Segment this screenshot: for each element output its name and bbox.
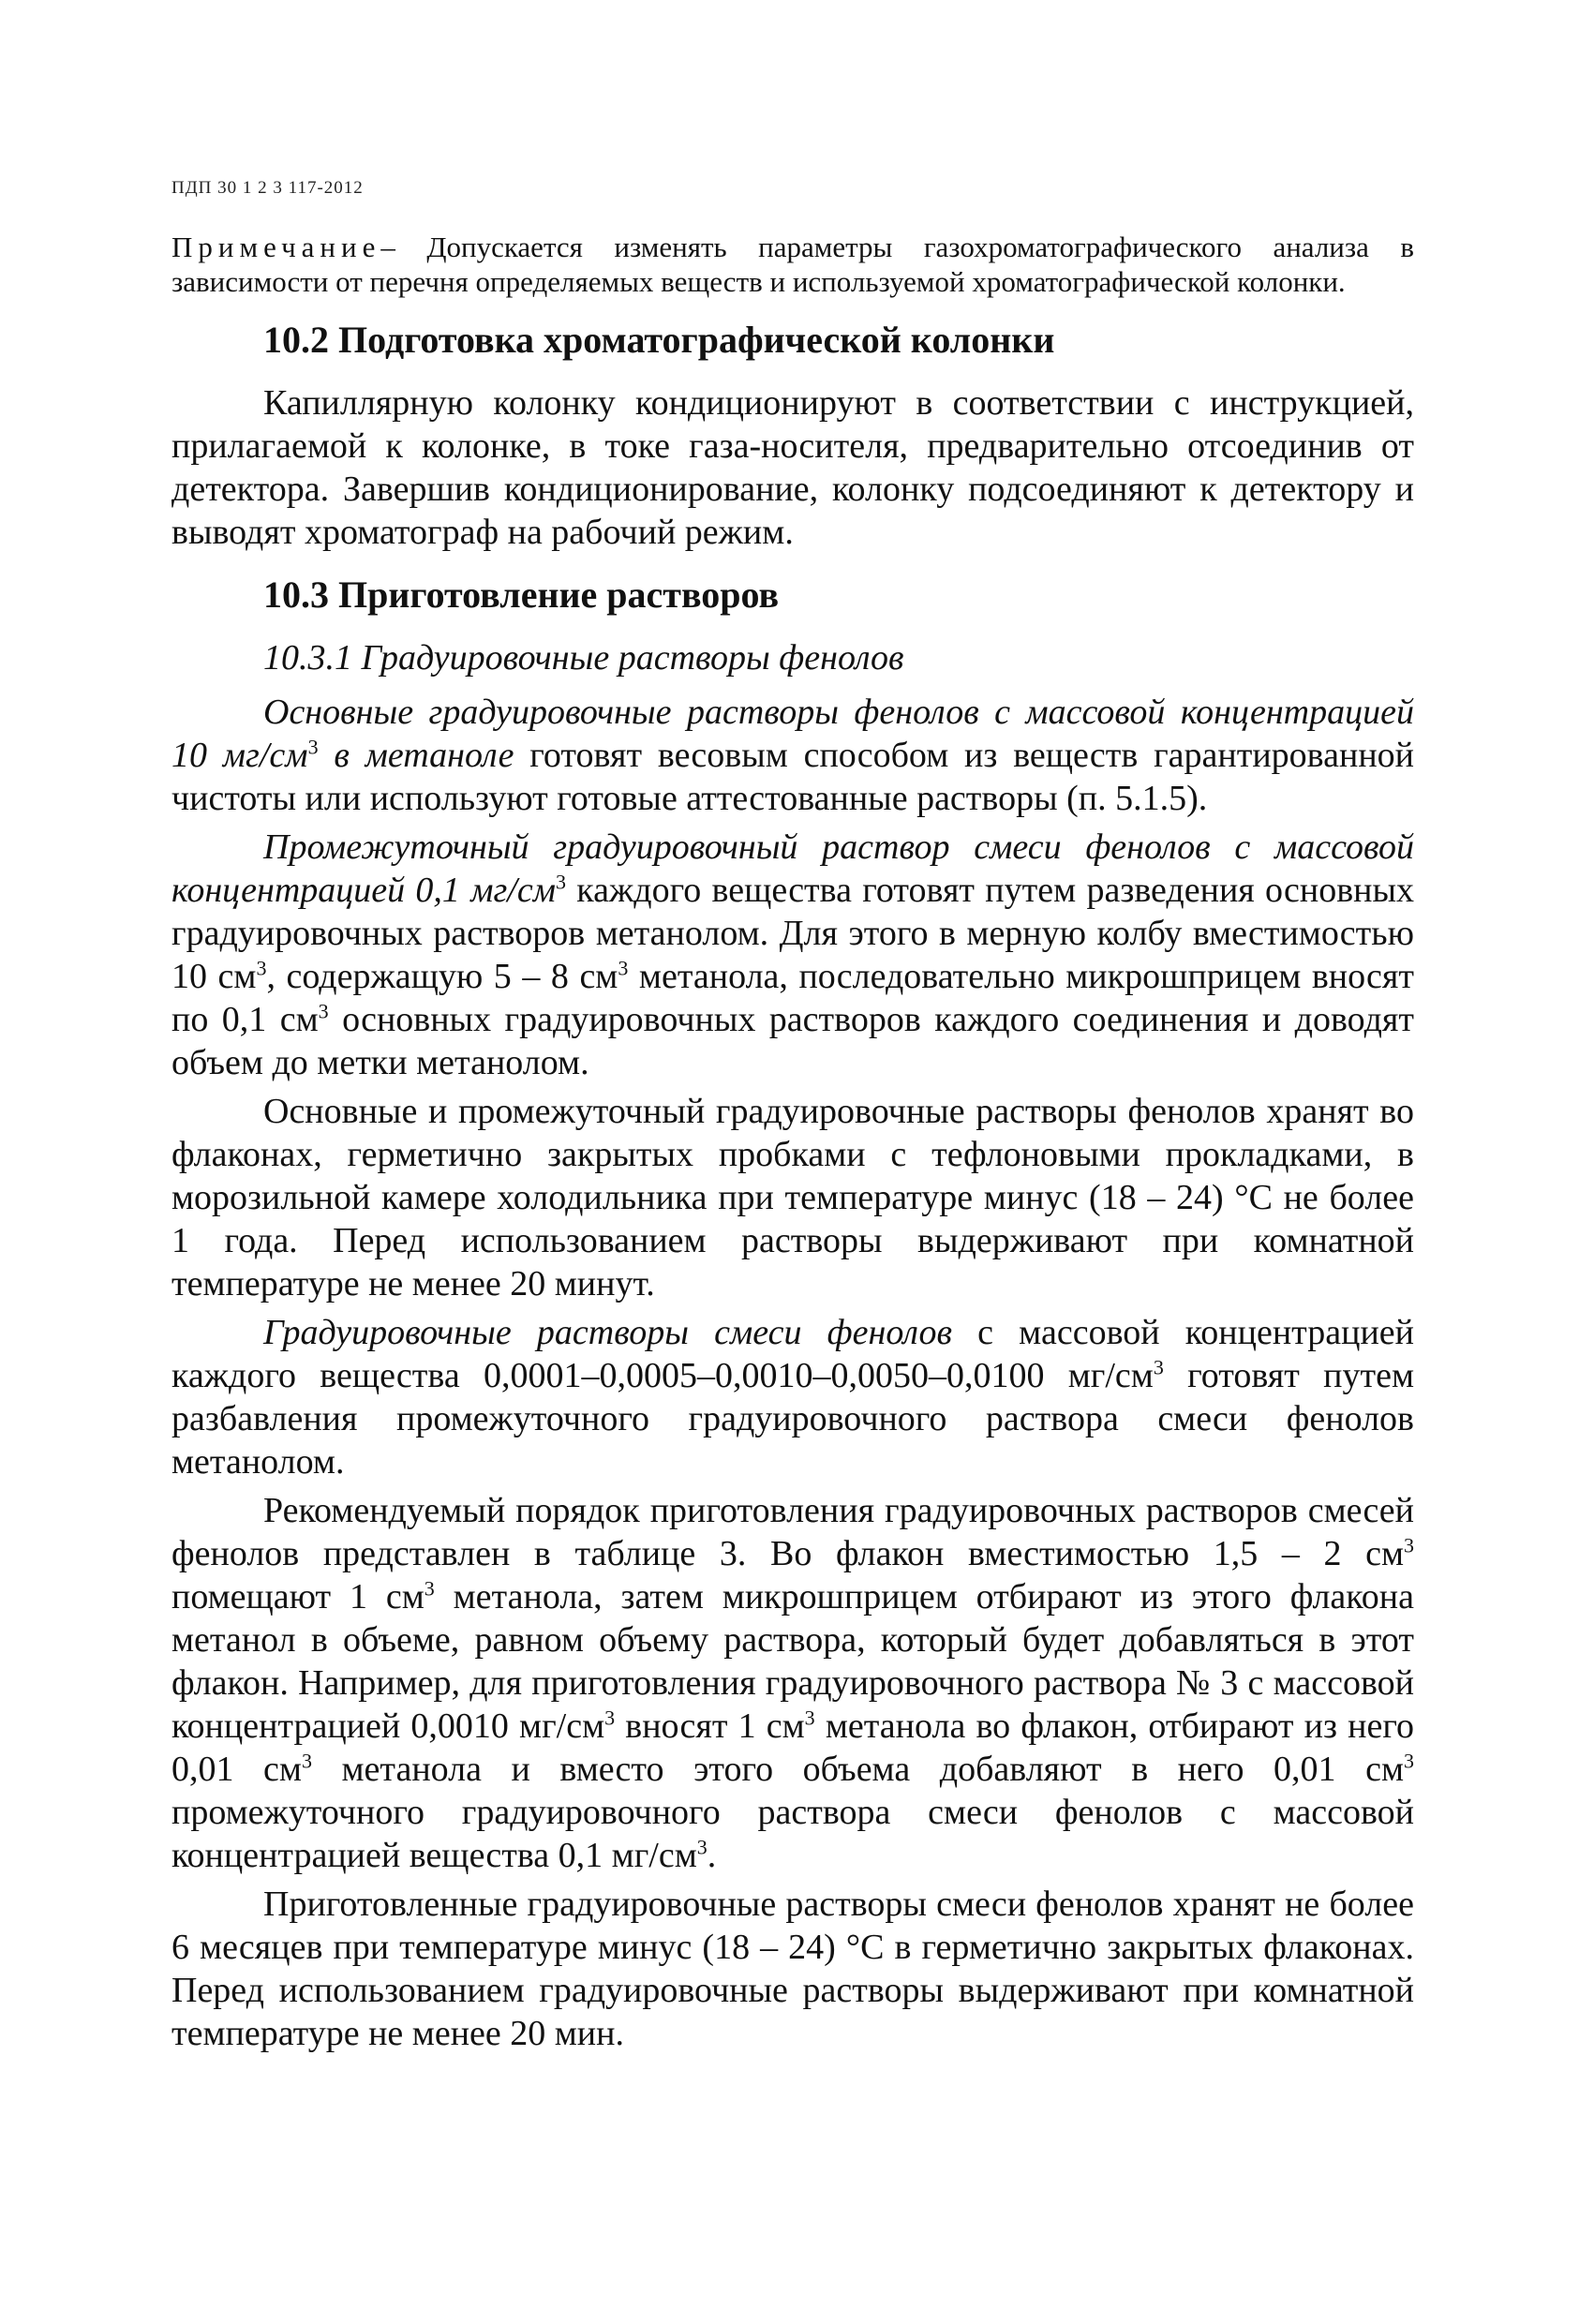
section-10-2-paragraph: Капиллярную колонку кондиционируют в соответствии с инструкцией, прилагаемой к колонке, в токе газа-носителя, предварительно отсоединив от детектора. Завершив кондиционирование, колонку подсоединяют к детектору и выводят хроматограф на рабочий режим. xyxy=(171,383,1414,552)
paragraph-text: вносят 1 см xyxy=(615,1706,805,1746)
superscript: 3 xyxy=(256,956,267,980)
paragraph-text: метанола, последовательно микрошприцем вносят по 0,1 см xyxy=(171,957,1414,1039)
italic-term: Промежуточный градуировочный раствор смеси фенолов с массовой концентрацией 0,1 мг/см xyxy=(171,827,1414,910)
superscript: 3 xyxy=(1404,1533,1414,1557)
superscript: 3 xyxy=(1153,1355,1164,1379)
note-paragraph xyxy=(171,230,1414,299)
paragraph-text: каждого вещества готовят путем разведения основных градуировочных растворов метанолом. Для этого в мерную колбу вместимостью 10 см xyxy=(171,871,1415,996)
section-10-2-heading: 10.2 Подготовка хроматографической колонки xyxy=(263,319,1055,361)
superscript: 3 xyxy=(307,735,319,759)
italic-term: Градуировочные растворы смеси фенолов xyxy=(263,1313,952,1352)
paragraph-main-solutions xyxy=(171,691,1414,820)
document-body xyxy=(171,230,1414,2055)
paragraph-text: . xyxy=(707,1836,717,1875)
superscript: 3 xyxy=(555,870,566,894)
paragraph-text: основных градуировочных растворов каждого соединения и доводят объем до метки метанолом. xyxy=(171,1000,1414,1082)
paragraph-text: помещают 1 см xyxy=(171,1577,425,1616)
paragraph-text: Рекомендуемый порядок приготовления градуировочных растворов смесей фенолов представлен в таблице 3. Во флакон вместимостью 1,5 – 2 см xyxy=(171,1491,1414,1573)
section-10-3-heading: 10.3 Приготовление растворов xyxy=(263,574,780,616)
superscript: 3 xyxy=(318,999,329,1023)
italic-term: Основные градуировочные растворы фенолов с массовой концентрацией 10 мг/см xyxy=(171,693,1414,775)
paragraph-text: готовят весовым способом из веществ гарантированной чистоты или используют готовые аттестованные растворы (п. 5.1.5). xyxy=(171,736,1414,818)
paragraph-mixture-solutions xyxy=(171,1311,1414,1483)
note-text: – Допускается изменять параметры газохроматографического анализа в зависимости от перечня определяемых веществ и используемой хроматографической колонки. xyxy=(171,231,1414,298)
paragraph-text: метанола и вместо этого объема добавляют в него 0,01 см xyxy=(311,1750,1404,1789)
note-label: Примечание xyxy=(171,231,381,263)
superscript: 3 xyxy=(618,956,629,980)
document-code-header: ПДП 30 1 2 3 117-2012 xyxy=(171,178,364,198)
paragraph-text: промежуточного градуировочного раствора смеси фенолов с массовой концентрацией вещества 0,1 мг/см xyxy=(171,1793,1414,1875)
superscript: 3 xyxy=(1404,1749,1414,1773)
superscript: 3 xyxy=(604,1706,616,1730)
superscript: 3 xyxy=(424,1576,435,1601)
superscript: 3 xyxy=(301,1749,312,1773)
superscript: 3 xyxy=(804,1706,815,1730)
italic-term: в метаноле xyxy=(318,736,514,775)
paragraph-text: готовят путем разбавления промежуточного градуировочного раствора смеси фенолов метанолом. xyxy=(171,1356,1414,1482)
paragraph-text: , содержащую 5 – 8 см xyxy=(266,957,618,996)
section-10-3-1-heading: 10.3.1 Градуировочные растворы фенолов xyxy=(263,638,904,678)
paragraph-intermediate-solution xyxy=(171,826,1414,1084)
paragraph-preparation-order xyxy=(171,1489,1414,1877)
paragraph-text: с массовой концентрацией каждого вещества 0,0001–0,0005–0,0010–0,0050–0,0100 мг/см xyxy=(171,1313,1414,1395)
paragraph-text: метанола во флакон, отбирают из него 0,01 см xyxy=(171,1706,1414,1789)
paragraph-storage: Основные и промежуточный градуировочные растворы фенолов хранят во флаконах, герметично закрытых пробками с тефлоновыми прокладками, в морозильной камере холодильника при температуре минус (18 – 24) °C не более 1 года. Перед использованием растворы выдерживают при комнатной температуре не менее 20 минут. xyxy=(171,1092,1414,1304)
paragraph-text: метанола, затем микрошприцем отбирают из этого флакона метанол в объеме, равном объему раствора, который будет добавляться в этот флакон. Например, для приготовления градуировочного раствора № 3 с массовой концентрацией 0,0010 мг/см xyxy=(171,1577,1415,1746)
superscript: 3 xyxy=(696,1835,708,1859)
paragraph-storage-period: Приготовленные градуировочные растворы смеси фенолов хранят не более 6 месяцев при температуре минус (18 – 24) °C в герметично закрытых флаконах. Перед использованием градуировочные растворы выдерживают при комнатной температуре не менее 20 мин. xyxy=(171,1885,1414,2053)
